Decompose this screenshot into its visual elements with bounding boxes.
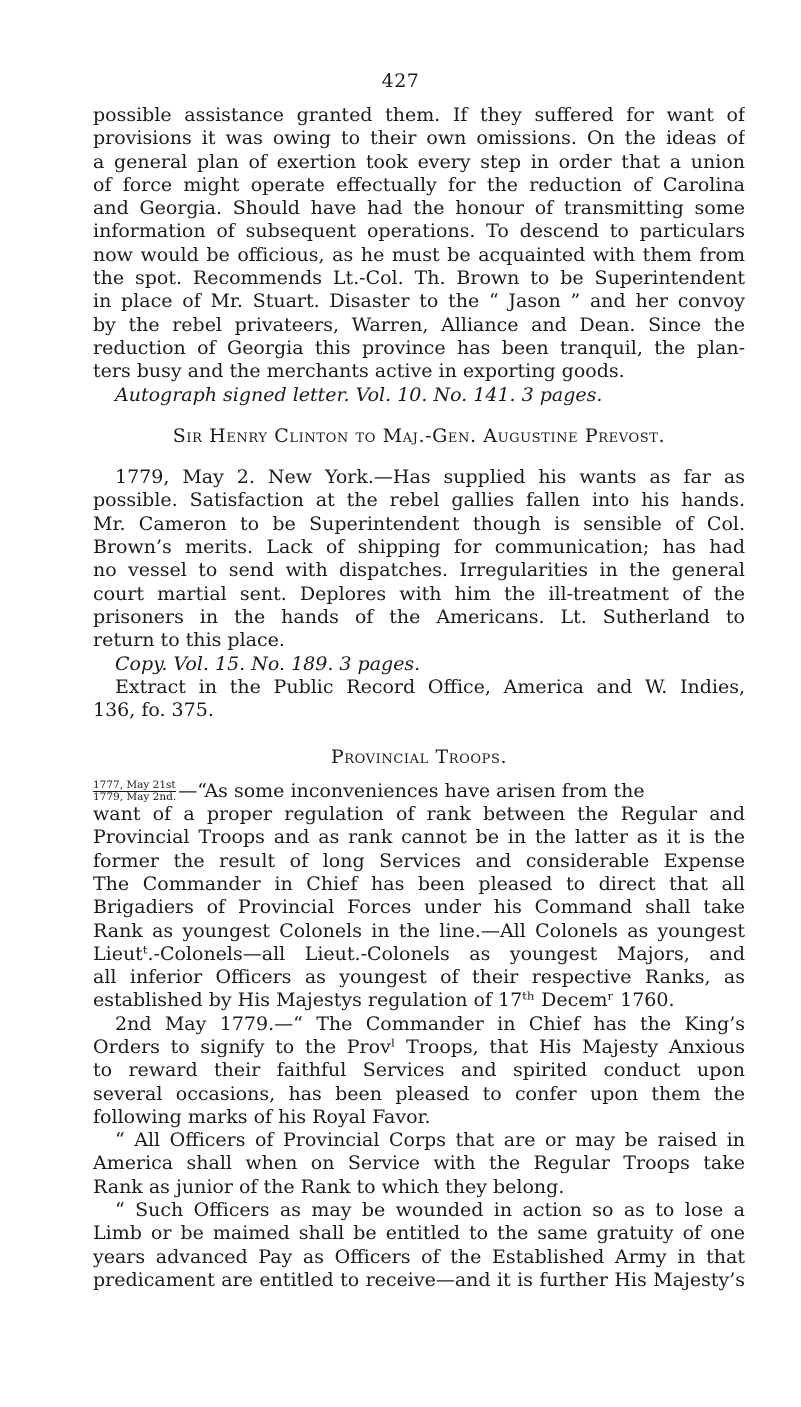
text-line: “ All Officers of Provincial Corps that are or may be raised in xyxy=(115,1129,745,1152)
text-line: Brown’s merits. Lack of shipping for communication; has had xyxy=(93,536,745,559)
source-reference: Autograph signed letter. Vol. 10. No. 141. 3 pages. xyxy=(115,383,603,406)
text-line: a general plan of exertion took every step in order that a union xyxy=(93,150,745,173)
text-line: established by His Majestys regulation of 17ᵗʰ Decemʳ 1760. xyxy=(93,989,675,1012)
text-line: Orders to signify to the Provˡ Troops, that His Majesty Anxious xyxy=(93,1035,745,1058)
text-line: in place of Mr. Stuart. Disaster to the “ Jason ” and her convoy xyxy=(93,290,745,313)
margin-date: 1777, May 21st xyxy=(93,779,176,792)
section-heading: Provincial Troops. xyxy=(330,746,508,769)
paragraph-clinton-letter xyxy=(93,466,745,722)
text-line: following marks of his Royal Favor. xyxy=(93,1105,431,1128)
margin-dates xyxy=(93,780,176,803)
text-line: the spot. Recommends Lt.-Col. Th. Brown to be Superintendent xyxy=(93,267,745,290)
margin-date: 1779, May 2nd. xyxy=(93,791,177,804)
text-line: 136, fo. 375. xyxy=(93,699,214,722)
paragraph-letter-summary xyxy=(93,104,745,407)
text-line: want of a proper regulation of rank between the Regular and xyxy=(93,803,745,826)
text-line: Extract in the Public Record Office, America and W. Indies, xyxy=(115,675,745,698)
source-reference: Copy. Vol. 15. No. 189. 3 pages. xyxy=(115,652,421,675)
text-line xyxy=(93,780,745,803)
text-line: Rank as junior of the Rank to which they belong. xyxy=(93,1175,565,1198)
text-line: Limb or be maimed shall be entitled to the same gratuity of one xyxy=(93,1222,745,1245)
text-line: return to this place. xyxy=(93,629,285,652)
paragraph-provincial-troops xyxy=(93,780,745,1293)
text-line: possible assistance granted them. If they suffered for want of xyxy=(93,104,745,126)
text-line: and Georgia. Should have had the honour of transmitting some xyxy=(93,197,745,220)
page-body xyxy=(93,104,745,1292)
text-line: Lieutᵗ.-Colonels—all Lieut.-Colonels as youngest Majors, and xyxy=(93,942,745,965)
text-line: Rank as youngest Colonels in the line.—All Colonels as youngest xyxy=(93,919,745,942)
text-line: 2nd May 1779.—“ The Commander in Chief has the King’s xyxy=(115,1012,745,1035)
text-line: provisions it was owing to their own omissions. On the ideas of xyxy=(93,127,745,150)
text-line: Brigadiers of Provincial Forces under his Command shall take xyxy=(93,896,745,919)
text-line: predicament are entitled to receive—and it is further His Majesty’s xyxy=(93,1268,745,1291)
text-line: possible. Satisfaction at the rebel gallies fallen into his hands. xyxy=(93,489,745,512)
text-line: 1779, May 2. New York.—Has supplied his wants as far as xyxy=(115,466,745,489)
text-line: ters busy and the merchants active in exporting goods. xyxy=(93,360,625,383)
text-run: —“As some inconveniences have arisen from the xyxy=(178,779,645,802)
text-line: The Commander in Chief has been pleased to direct that all xyxy=(93,872,745,895)
text-line: reduction of Georgia this province has been tranquil, the plan- xyxy=(93,336,745,359)
text-line: information of subsequent operations. To descend to particulars xyxy=(93,220,745,243)
text-line: former the result of long Services and considerable Expense xyxy=(93,849,745,872)
text-line: several occasions, has been pleased to confer upon them the xyxy=(93,1082,745,1105)
text-line: by the rebel privateers, Warren, Alliance and Dean. Since the xyxy=(93,313,745,336)
text-line: no vessel to send with dispatches. Irregularities in the general xyxy=(93,559,745,582)
text-line: court martial sent. Deplores with him the ill-treatment of the xyxy=(93,582,745,605)
text-line: prisoners in the hands of the Americans. Lt. Sutherland to xyxy=(93,605,745,628)
text-line: now would be officious, as he must be acquainted with them from xyxy=(93,243,745,266)
text-line: Provincial Troops and as rank cannot be in the latter as it is the xyxy=(93,826,745,849)
text-line: America shall when on Service with the Regular Troops take xyxy=(93,1152,745,1175)
text-line: to reward their faithful Services and spirited conduct upon xyxy=(93,1059,745,1082)
text-line: “ Such Officers as may be wounded in action so as to lose a xyxy=(115,1199,745,1222)
section-heading: Sir Henry Clinton to Maj.-Gen. Augustine Prevost. xyxy=(172,424,666,447)
text-line: of force might operate effectually for the reduction of Carolina xyxy=(93,173,745,196)
text-line: Mr. Cameron to be Superintendent though is sensible of Col. xyxy=(93,512,745,535)
text-line: years advanced Pay as Officers of the Established Army in that xyxy=(93,1245,745,1268)
page-number: 427 xyxy=(381,70,420,92)
text-line: all inferior Officers as youngest of their respective Ranks, as xyxy=(93,966,745,989)
